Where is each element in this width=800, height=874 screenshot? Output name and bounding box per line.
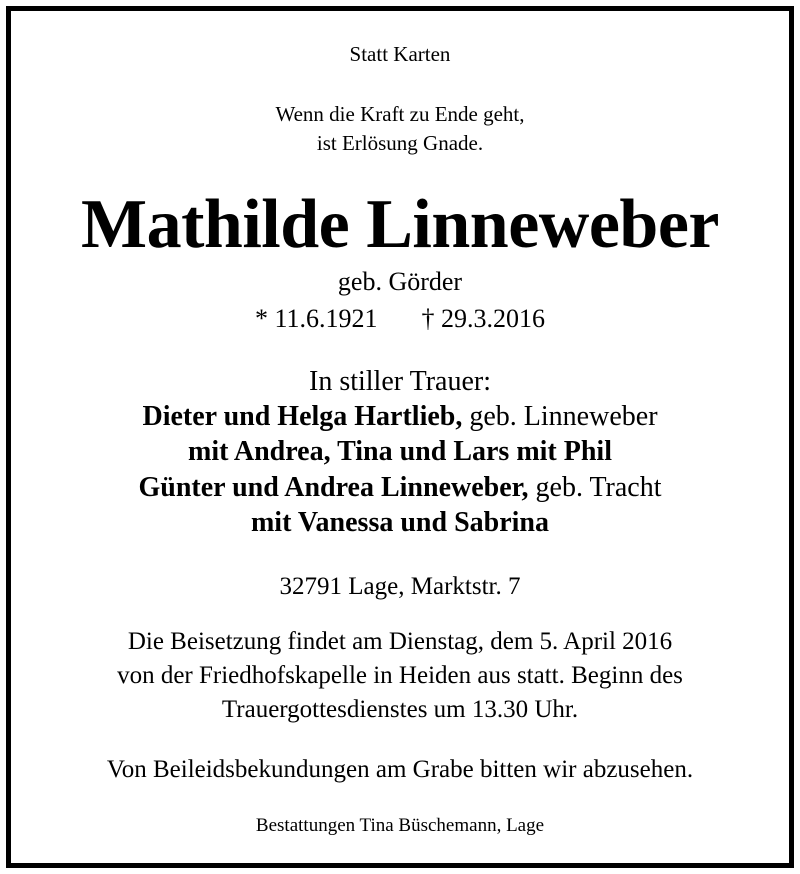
mourner-line-3-maiden: geb. Tracht (528, 472, 662, 503)
mourner-line-4: mit Vanessa und Sabrina (250, 507, 549, 538)
poem-line-1: Wenn die Kraft zu Ende geht, (275, 102, 525, 126)
statt-karten: Statt Karten (349, 42, 451, 66)
mourner-line-3 (0, 472, 800, 504)
condolence-note: Von Beileidsbekundungen am Grabe bitten wir abzusehen. (106, 756, 694, 783)
funeral-line-2: von der Friedhofskapelle in Heiden aus statt. Beginn des (117, 662, 683, 689)
life-dates (0, 304, 800, 334)
mourner-line-3-names: Günter und Andrea Linneweber, (138, 472, 529, 503)
address: 32791 Lage, Marktstr. 7 (279, 573, 521, 600)
mourner-line-2: mit Andrea, Tina und Lars mit Phil (188, 436, 612, 467)
birth-name: geb. Görder (337, 267, 463, 296)
death-date: † 29.3.2016 (421, 304, 546, 333)
deceased-name: Mathilde Linneweber (81, 186, 719, 263)
mourner-line-1-names: Dieter und Helga Hartlieb, (142, 401, 463, 432)
poem-line-2: ist Erlösung Gnade. (316, 131, 484, 155)
undertaker: Bestattungen Tina Büschemann, Lage (255, 815, 545, 836)
funeral-line-3: Trauergottesdienstes um 13.30 Uhr. (221, 696, 579, 723)
mourners-intro: In stiller Trauer: (309, 366, 491, 397)
funeral-line-1: Die Beisetzung findet am Dienstag, dem 5. April 2016 (127, 628, 673, 655)
mourner-line-1-maiden: geb. Linneweber (462, 401, 658, 432)
mourner-line-1 (0, 401, 800, 433)
birth-date: * 11.6.1921 (254, 304, 378, 333)
